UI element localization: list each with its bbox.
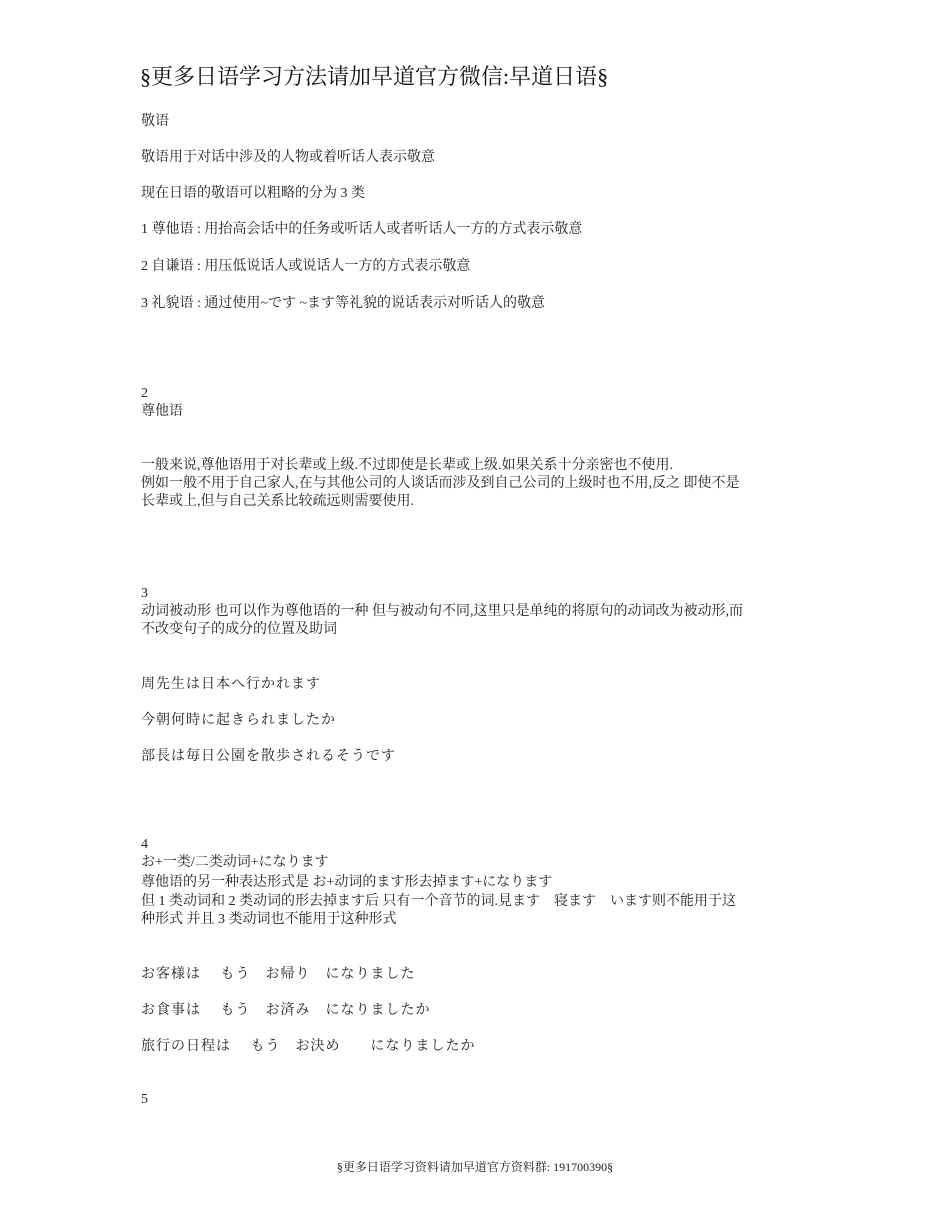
page-footer: §更多日语学习资料请加早道官方资料群: 191700390§ — [336, 1160, 614, 1174]
section-4-description-line: 尊他语的另一种表达形式是 お+动词的ます形去掉ます+になります — [141, 875, 553, 890]
section-3-example: 部長は毎日公園を散歩されるそうです — [141, 749, 396, 764]
section-5-number: 5 — [141, 1092, 148, 1107]
section-3-description — [141, 603, 811, 639]
section-3-description-line: 动词被动形 也可以作为尊他语的一种 但与被动句不同,这里只是单纯的将原句的动词改为被动形,而 — [141, 604, 743, 619]
section-2-title: 尊他语 — [141, 404, 183, 419]
section-2-paragraph — [141, 457, 811, 511]
honorific-type-3: 3 礼貌语 : 通过使用~です ~ます等礼貌的说话表示对听话人的敬意 — [141, 296, 546, 311]
page-header: §更多日语学习方法请加早道官方微信:早道日语§ — [140, 64, 609, 89]
section-3-example: 周先生は日本へ行かれます — [141, 677, 321, 692]
section-4-description-line: 种形式 并且 3 类动词也不能用于这种形式 — [141, 912, 397, 927]
section-2-paragraph-line: 长辈或上,但与自己关系比较疏远则需要使用. — [141, 494, 414, 509]
honorific-type-2: 2 自谦语 : 用压低说话人或说话人一方的方式表示敬意 — [141, 259, 471, 274]
section-2-paragraph-line: 一般来说,尊他语用于对长辈或上级.不过即使是长辈或上级.如果关系十分亲密也不使用. — [141, 458, 673, 473]
section-2-paragraph-line: 例如一般不用于自己家人,在与其他公司的人谈话而涉及到自己公司的上级时也不用,反之 即使不是 — [141, 476, 740, 491]
intro-classification: 现在日语的敬语可以粗略的分为 3 类 — [141, 186, 365, 201]
section-3-description-line: 不改变句子的成分的位置及助词 — [141, 622, 337, 637]
section-3-example: 今朝何時に起きられましたか — [141, 713, 336, 728]
intro-heading: 敬语 — [141, 114, 169, 129]
section-4-example: お客様は もう お帰り になりました — [141, 967, 416, 982]
section-4-example: 旅行の日程は もう お決め になりましたか — [141, 1039, 476, 1054]
intro-definition: 敬语用于对话中涉及的人物或着听话人表示敬意 — [141, 150, 435, 165]
honorific-type-1: 1 尊他语 : 用抬高会话中的任务或听话人或者听话人一方的方式表示敬意 — [141, 222, 583, 237]
section-2-number: 2 — [141, 386, 148, 401]
section-4-pattern: お+一类/二类动词+になります — [141, 855, 329, 870]
section-4-example: お食事は もう お済み になりましたか — [141, 1003, 431, 1018]
section-3-number: 3 — [141, 586, 148, 601]
section-4-number: 4 — [141, 837, 148, 852]
section-4-description-line: 但 1 类动词和 2 类动词的形去掉ます后 只有一个音节的词.見ます 寝ます います则不能用于这 — [141, 894, 736, 909]
section-4-description — [141, 874, 811, 929]
